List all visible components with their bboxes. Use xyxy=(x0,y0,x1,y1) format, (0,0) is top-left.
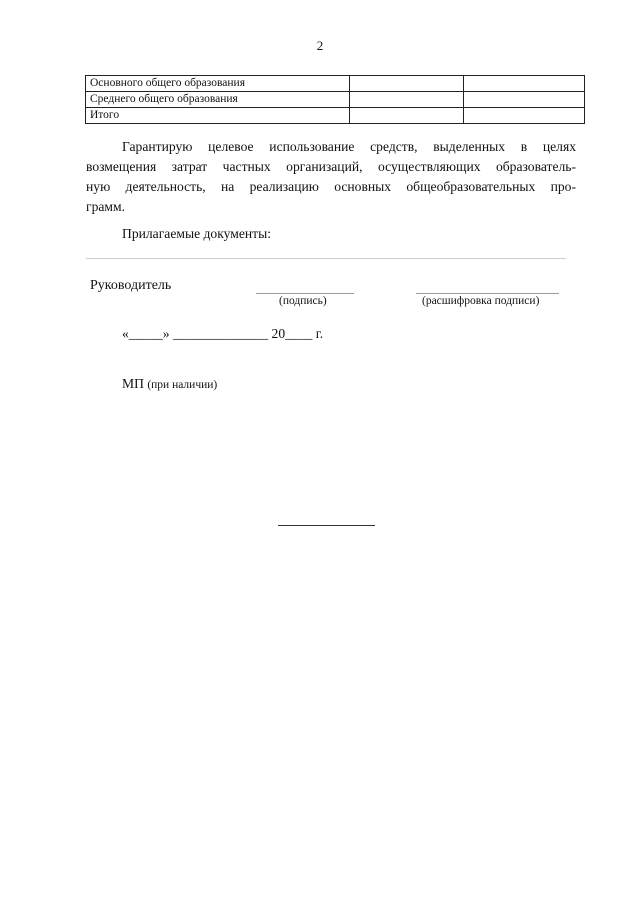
stamp-note: (при наличии) xyxy=(147,379,218,391)
table-cell-category: Основного общего образования xyxy=(86,76,350,92)
signature-caption: (подпись) xyxy=(279,295,327,307)
head-label: Руководитель xyxy=(90,278,172,293)
stamp-label xyxy=(122,376,217,392)
signature-line xyxy=(256,293,354,294)
signature-decoding-line xyxy=(416,293,559,294)
table-cell-value xyxy=(464,92,585,108)
stamp-main: МП xyxy=(122,376,144,391)
paragraph-line: Гарантирую целевое использование средств, выделенных в целях xyxy=(122,139,576,154)
signature-decoding-caption: (расшифровка подписи) xyxy=(422,295,540,307)
guarantee-paragraph xyxy=(86,137,576,217)
attached-documents-label: Прилагаемые документы: xyxy=(122,226,272,241)
funds-table xyxy=(85,75,585,124)
table-cell-value xyxy=(350,92,464,108)
table-cell-value xyxy=(350,76,464,92)
table-cell-value xyxy=(350,108,464,124)
table-row xyxy=(86,108,585,124)
paragraph-line: ную деятельность, на реализацию основных общеобразовательных про- xyxy=(86,179,576,194)
paragraph-line: возмещения затрат частных организаций, осуществляющих образователь- xyxy=(86,159,576,174)
attached-documents-line xyxy=(86,258,566,259)
table-cell-value xyxy=(464,108,585,124)
date-line: «_____» ______________ 20____ г. xyxy=(122,326,324,341)
end-rule xyxy=(278,525,375,526)
table-row xyxy=(86,92,585,108)
table-cell-category: Среднего общего образования xyxy=(86,92,350,108)
table-row xyxy=(86,76,585,92)
page-number: 2 xyxy=(316,38,324,53)
table-cell-category: Итого xyxy=(86,108,350,124)
table-cell-value xyxy=(464,76,585,92)
paragraph-line: грамм. xyxy=(86,199,126,214)
